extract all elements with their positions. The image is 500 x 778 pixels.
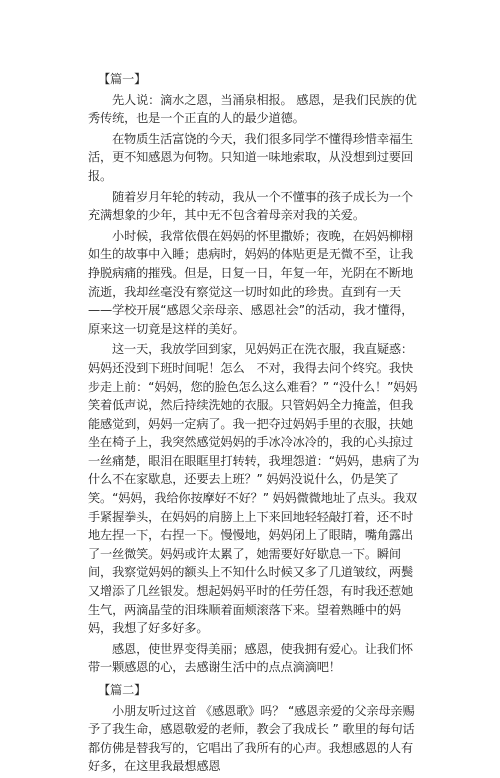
paragraph: 这一天，我放学回到家，见妈妈正在洗衣服，我直疑惑：妈妈还没到下班时间呢！怎么 不对，我得去问个终究。我快步走上前：“妈妈，您的脸色怎么这么难看？” “没什么！”妈妈笑着低声说，然后持续洗她的衣服。只管妈妈全力掩盖，但我能感觉到，妈妈一定病了。我一把夺过妈妈手里的衣服，扶她坐在椅子上，我突然感觉妈妈的手冰冷冰冷的，我的心头掠过一丝痛楚，眼泪在眼眶里打转转，我埋怨道：“妈妈，患病了为什么不在家歇息，还要去上班？” 妈妈没说什么，仍是笑了笑。“妈妈，我给你按摩好不好？” 妈妈微微地址了点头。我双手紧握拳头，在妈妈的肩膀上上下来回地轻轻敲打着，还不时地左捏一下，右捏一下。慢慢地，妈妈闭上了眼睛，嘴角露出了一丝微笑。妈妈或许太累了，她需要好好歇息一下。瞬间间，我察觉妈妈的额头上不知什么时候又多了几道皱纹，两鬓又增添了几丝银发。想起妈妈平时的任劳任怨，有时我还惹她生气，两滴晶莹的泪珠顺着面颊滚落下来。望着熟睡中的妈妈，我想了好多好多。: [88, 342, 420, 636]
section-header-2: 【篇二】: [98, 683, 147, 697]
paragraph: 小时候，我常依偎在妈妈的怀里撒娇；夜晚，在妈妈柳栩如生的故事中入睡；患病时，妈妈的体贴更是无微不至，让我挣脱病痛的摧残。但是，日复一日，年复一年，光阴在不断地流逝，我却丝毫没有察觉这一切时如此的珍贵。直到有一天——学校开展“感恩父亲母亲、感恩社会”的活动，我才懂得，原来这一切竟是这样的美好。: [88, 228, 414, 336]
section-header-1: 【篇一】: [98, 72, 147, 86]
paragraph: 随着岁月年轮的转动，我从一个不懂事的孩子成长为一个充满想象的少年，其中无不包含着母亲对我的关爱。: [88, 189, 413, 223]
paragraph: 在物质生活富饶的今天，我们很多同学不懂得珍惜幸福生活，更不知感恩为何物。只知道一味地索取，从没想到过要回报。: [88, 131, 414, 183]
article-body: [88, 70, 420, 778]
paragraph: 感恩，使世界变得美丽；感恩，使我拥有爱心。让我们怀带一颗感恩的心，去感谢生活中的点点滴滴吧！: [88, 641, 413, 675]
paragraph: 小朋友听过这首 《感恩歌》吗？ “感恩亲爱的父亲母亲赐予了我生命，感恩敬爱的老师，教会了我成长 ” 歌里的每句话都仿佛是替我写的，它唱出了我所有的心声。我想感恩的人有好多，在这里我最想感恩: [88, 703, 415, 774]
paragraph: 先人说：滴水之恩，当涌泉相报。 感恩，是我们民族的优秀传统，也是一个正直的人的最少道德。: [88, 92, 417, 126]
